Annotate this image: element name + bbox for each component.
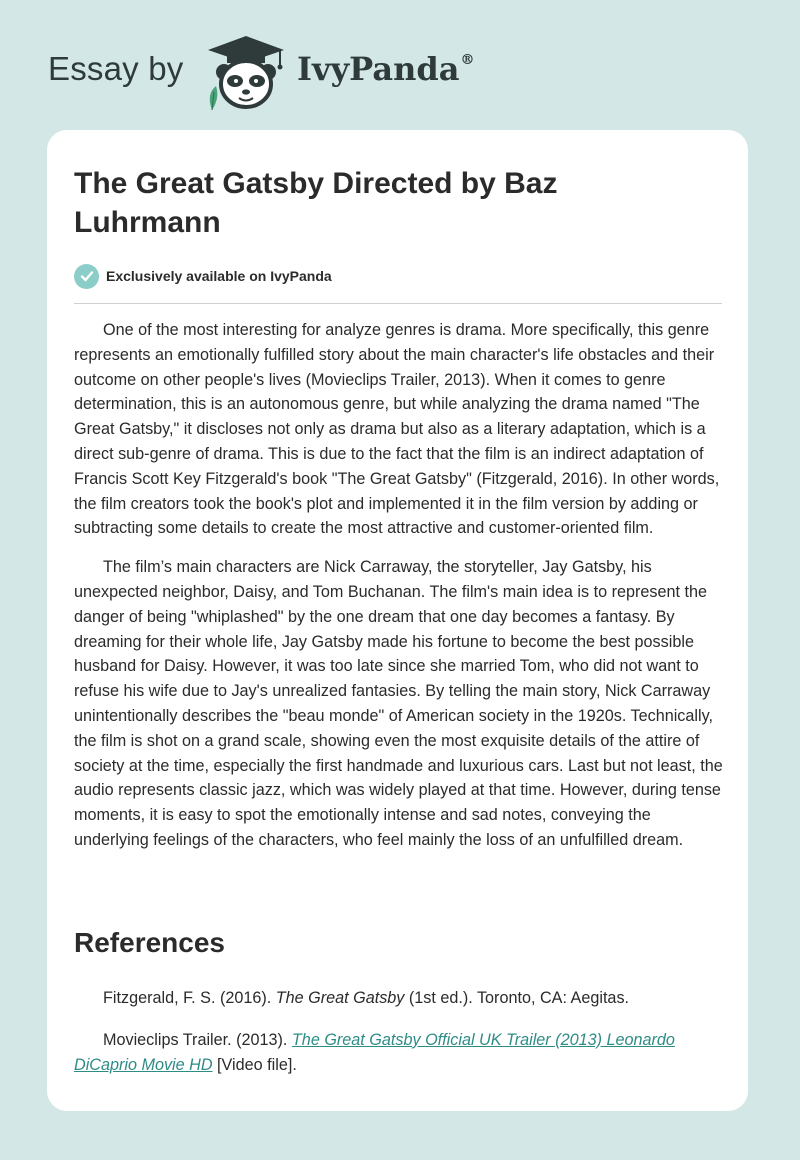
site-header [0, 0, 800, 130]
essay-body [74, 318, 724, 867]
check-circle-icon [74, 264, 99, 289]
paragraph: The film’s main characters are Nick Carraway, the storyteller, Jay Gatsby, his unexpected neighbor, Daisy, and Tom Buchanan. The film's main idea is to represent the danger of being "whiplashed" by the one dream that one day becomes a fantasy. By dreaming for their whole life, Jay Gatsby made his fortune to become the best possible husband for Daisy. However, it was too late since she married Tom, who did not want to refuse his wife due to Jay's unrealized fantasies. By telling the main story, Nick Carraway unintentionally describes the "beau monde" of American society in the 1920s. Technically, the film is shot on a grand scale, showing even the most exquisite details of the attire of society at the time, especially the first handmade and luxurious cars. Last but not least, the audio represents classic jazz, which was widely played at that time. However, during tense moments, it is easy to spot the emotionally intense and sad notes, conveying the underlying feelings of the characters, who feel mainly the loss of an unfulfilled dream. [74, 558, 723, 849]
trailer-link[interactable]: The Great Gatsby Official UK Trailer (2013) Leonardo DiCaprio Movie HD [74, 1030, 675, 1074]
essay-card [47, 130, 748, 1111]
references-heading: References [74, 927, 225, 958]
book-title: The Great Gatsby [275, 989, 405, 1007]
divider [74, 303, 722, 304]
references-list [74, 986, 724, 1094]
exclusive-label: Exclusively available on IvyPanda [106, 268, 332, 284]
panda-graduate-icon[interactable] [200, 32, 292, 112]
reference-item: Movieclips Trailer. (2013). The Great Gatsby Official UK Trailer (2013) Leonardo DiCaprio Movie HD [Video file]. [74, 1030, 675, 1074]
exclusive-badge [74, 263, 332, 289]
registered-mark: ® [460, 52, 475, 68]
essay-by-label: Essay by [48, 50, 184, 87]
reference-item: Fitzgerald, F. S. (2016). The Great Gatsby (1st ed.). Toronto, CA: Aegitas. [103, 989, 630, 1007]
brand-name[interactable]: IvyPanda® [297, 50, 475, 88]
paragraph: One of the most interesting for analyze genres is drama. More specifically, this genre represents an emotionally fulfilled story about the main character's life obstacles and their outcome on other people's lives (Movieclips Trailer, 2013). When it comes to genre determination, this is an autonomous genre, but while analyzing the drama named "The Great Gatsby," it discloses not only as drama but also as a literary adaptation, which is a direct sub-genre of drama. This is due to the fact that the film is an indirect adaptation of Francis Scott Key Fitzgerald's book "The Great Gatsby" (Fitzgerald, 2016). In other words, the film creators took the book's plot and implemented it in the film version by adding or subtracting some details to create the most attractive and customer-oriented film. [74, 321, 720, 538]
page-title: The Great Gatsby Directed by Baz Luhrmann [74, 167, 558, 239]
